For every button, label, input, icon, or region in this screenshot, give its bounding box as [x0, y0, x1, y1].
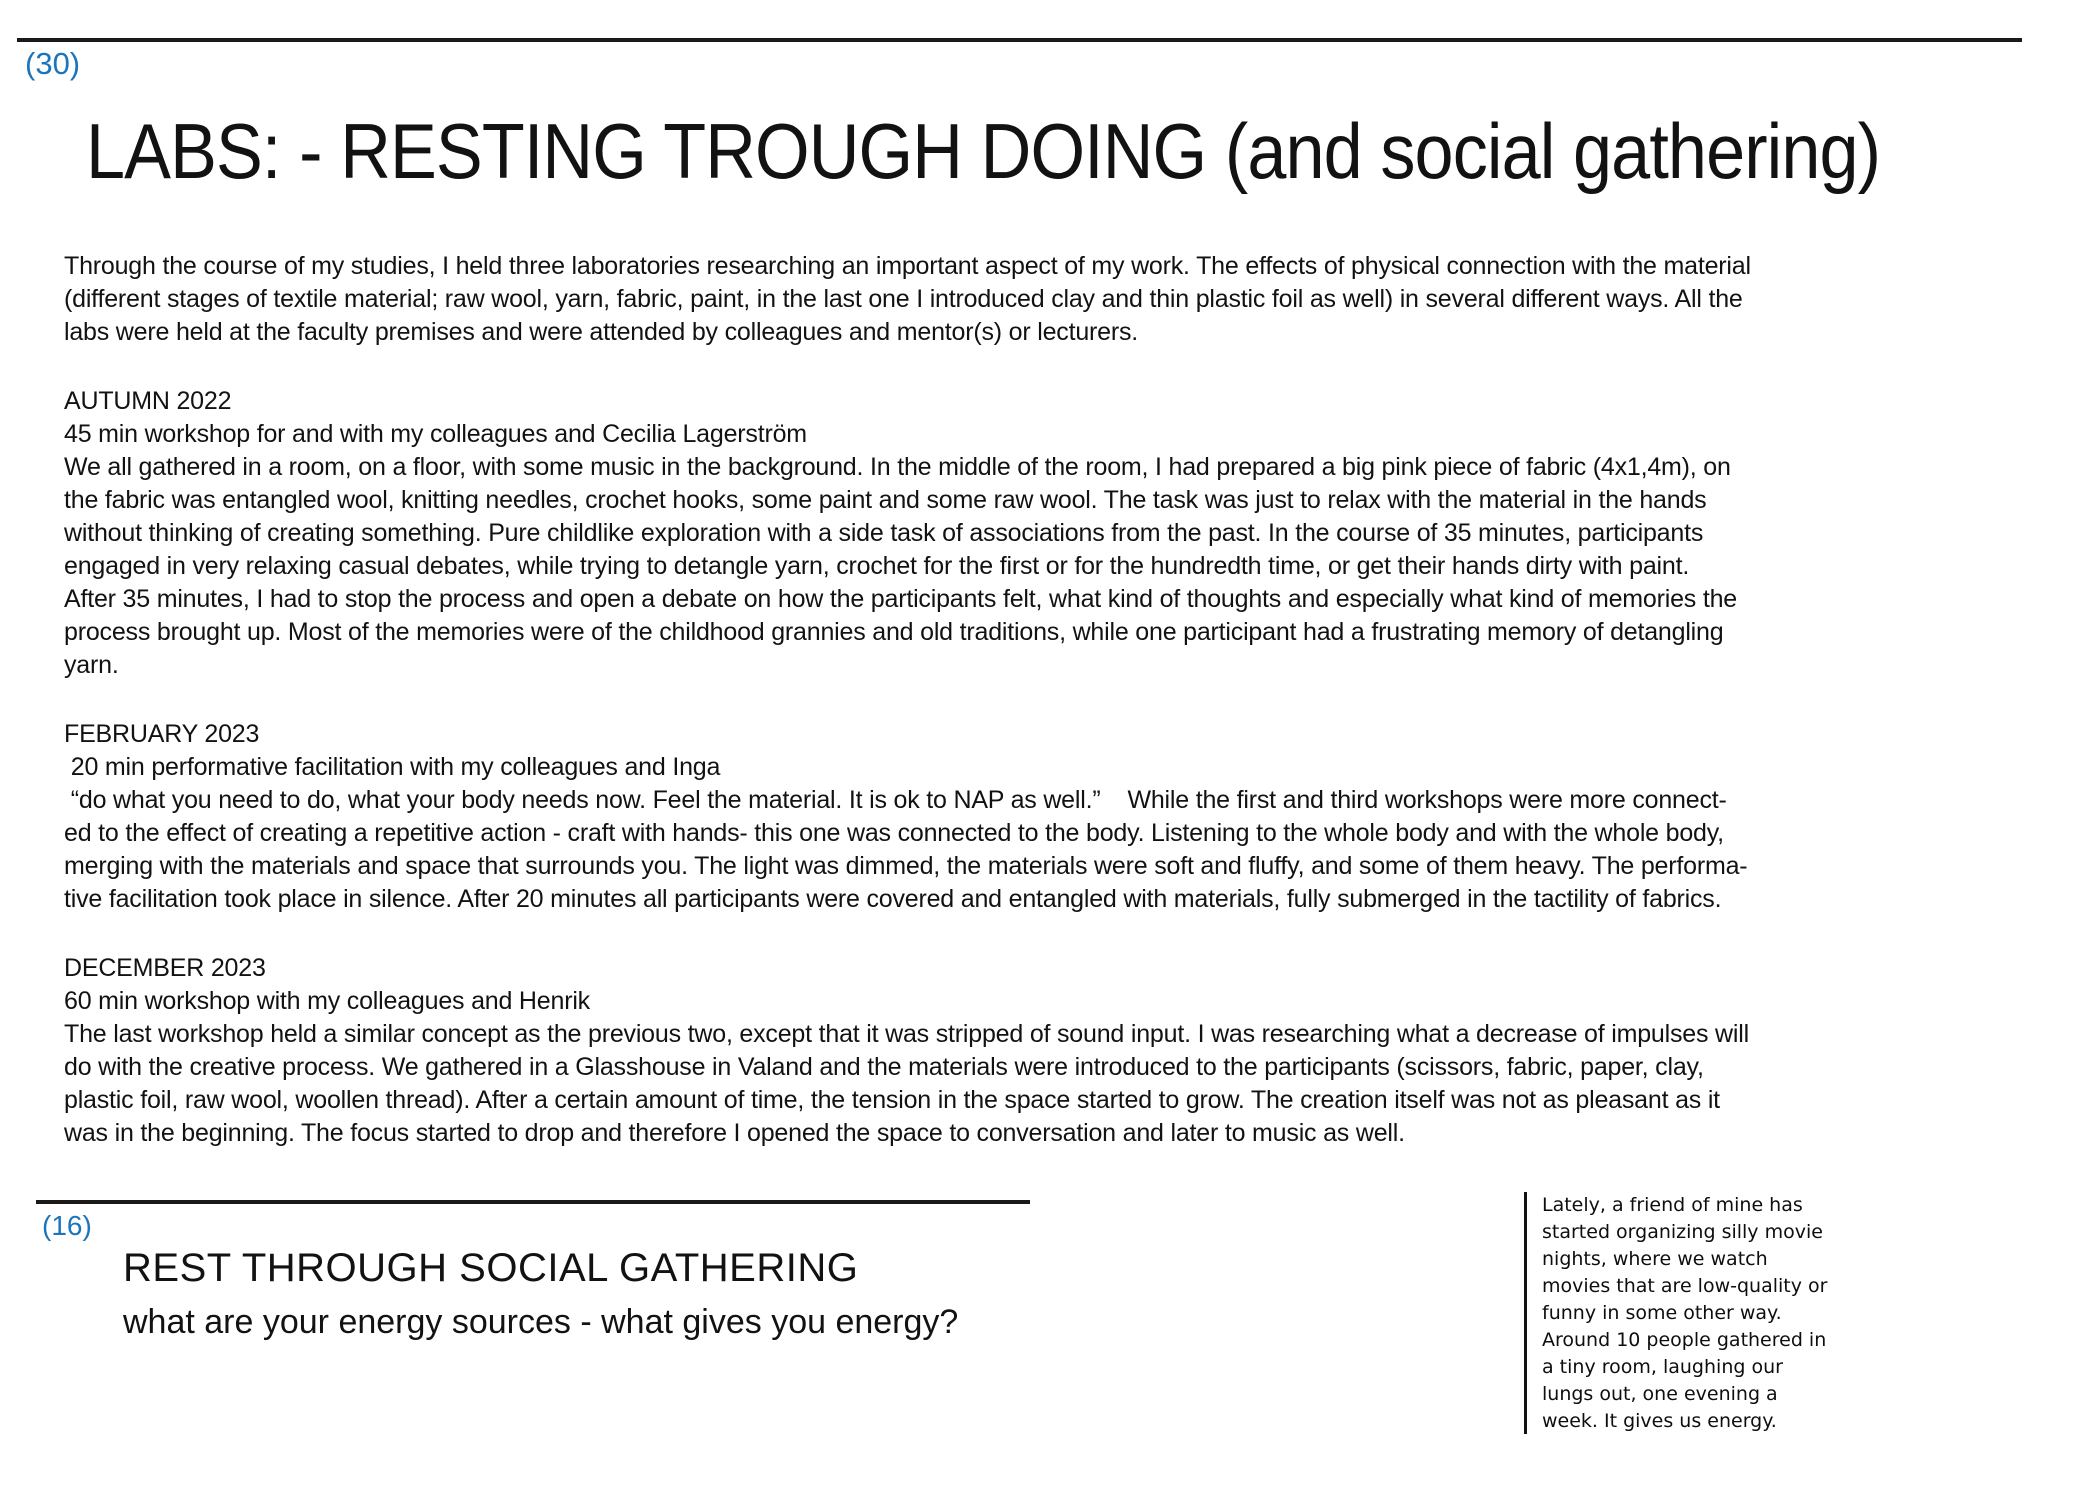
sidebar-text-line: movies that are low-quality or	[1542, 1275, 1828, 1297]
sidebar-text-line: funny in some other way.	[1542, 1302, 1782, 1324]
sidebar-vertical-line	[1524, 1192, 1527, 1434]
body-text-line: tive facilitation took place in silence. After 20 minutes all participants were covered and entangled with materials, fully submerged in the tactility of fabrics.	[64, 885, 1722, 913]
page-title: LABS: - RESTING TROUGH DOING (and social gathering)	[86, 107, 1881, 195]
sidebar-text-line: week. It gives us energy.	[1542, 1410, 1777, 1432]
page-number-top: (30)	[25, 46, 81, 81]
body-text-line: the fabric was entangled wool, knitting needles, crochet hooks, some paint and some raw wool. The task was just to relax with the material in the hands	[64, 486, 1707, 514]
paragraph-february-2023	[64, 718, 1751, 916]
sidebar-text-line: a tiny room, laughing our	[1542, 1356, 1783, 1378]
body-text-line: AUTUMN 2022	[64, 387, 232, 415]
body-text-line: process brought up. Most of the memories were of the childhood grannies and old traditions, while one participant had a frustrating memory of detangling	[64, 618, 1724, 646]
body-text-line: without thinking of creating something. Pure childlike exploration with a side task of associations from the past. In the course of 35 minutes, participants	[64, 519, 1704, 547]
sidebar-text-line: nights, where we watch	[1542, 1248, 1768, 1270]
section-heading: REST THROUGH SOCIAL GATHERING	[123, 1246, 859, 1290]
sidebar-note	[1542, 1192, 1827, 1435]
body-text-line: 60 min workshop with my colleagues and Henrik	[64, 987, 590, 1015]
body-text-line: DECEMBER 2023	[64, 954, 266, 982]
body-text-line: The last workshop held a similar concept as the previous two, except that it was stripped of sound input. I was researching what a decrease of impulses will	[64, 1020, 1749, 1048]
body-text-line: (different stages of textile material; raw wool, yarn, fabric, paint, in the last one I introduced clay and thin plastic foil as well) in several different ways. All the	[64, 285, 1743, 313]
paragraph-december-2023	[64, 952, 1751, 1150]
sidebar-text-line: lungs out, one evening a	[1542, 1383, 1778, 1405]
section-divider-line	[36, 1200, 1030, 1204]
sidebar-text-line: Lately, a friend of mine has	[1542, 1194, 1803, 1216]
paragraph-intro	[64, 250, 1751, 349]
body-text-line: ed to the effect of creating a repetitive action - craft with hands- this one was connected to the body. Listening to the whole body and with the whole body,	[64, 819, 1724, 847]
body-text-line: Through the course of my studies, I held three laboratories researching an important aspect of my work. The effects of physical connection with the material	[64, 252, 1751, 280]
article-body	[64, 250, 1751, 1186]
body-text-line: 20 min performative facilitation with my colleagues and Inga	[64, 753, 721, 781]
body-text-line: FEBRUARY 2023	[64, 720, 260, 748]
body-text-line: labs were held at the faculty premises and were attended by colleagues and mentor(s) or lecturers.	[64, 318, 1139, 346]
section-question: what are your energy sources - what gives you energy?	[123, 1303, 959, 1341]
sidebar-text-line: started organizing silly movie	[1542, 1221, 1823, 1243]
page-number-bottom: (16)	[42, 1210, 92, 1241]
body-text-line: was in the beginning. The focus started to drop and therefore I opened the space to conversation and later to music as well.	[64, 1119, 1405, 1147]
body-text-line: We all gathered in a room, on a floor, with some music in the background. In the middle of the room, I had prepared a big pink piece of fabric (4x1,4m), on	[64, 453, 1731, 481]
body-text-line: engaged in very relaxing casual debates, while trying to detangle yarn, crochet for the first or for the hundredth time, or get their hands dirty with paint.	[64, 552, 1690, 580]
body-text-line: plastic foil, raw wool, woollen thread). After a certain amount of time, the tension in the space started to grow. The creation itself was not as pleasant as it	[64, 1086, 1720, 1114]
body-text-line: do with the creative process. We gathered in a Glasshouse in Valand and the materials were introduced to the participants (scissors, fabric, paper, clay,	[64, 1053, 1704, 1081]
body-text-line: 45 min workshop for and with my colleagues and Cecilia Lagerström	[64, 420, 807, 448]
sidebar-text-line: Around 10 people gathered in	[1542, 1329, 1827, 1351]
paragraph-autumn-2022	[64, 385, 1751, 682]
body-text-line: “do what you need to do, what your body needs now. Feel the material. It is ok to NAP as well.” While the first and third workshops were more connect-	[64, 786, 1727, 814]
body-text-line: After 35 minutes, I had to stop the process and open a debate on how the participants felt, what kind of thoughts and especially what kind of memories the	[64, 585, 1738, 613]
body-text-line: yarn.	[64, 651, 119, 679]
body-text-line: merging with the materials and space that surrounds you. The light was dimmed, the materials were soft and fluffy, and some of them heavy. The performa-	[64, 852, 1748, 880]
top-divider-line	[17, 38, 2022, 42]
